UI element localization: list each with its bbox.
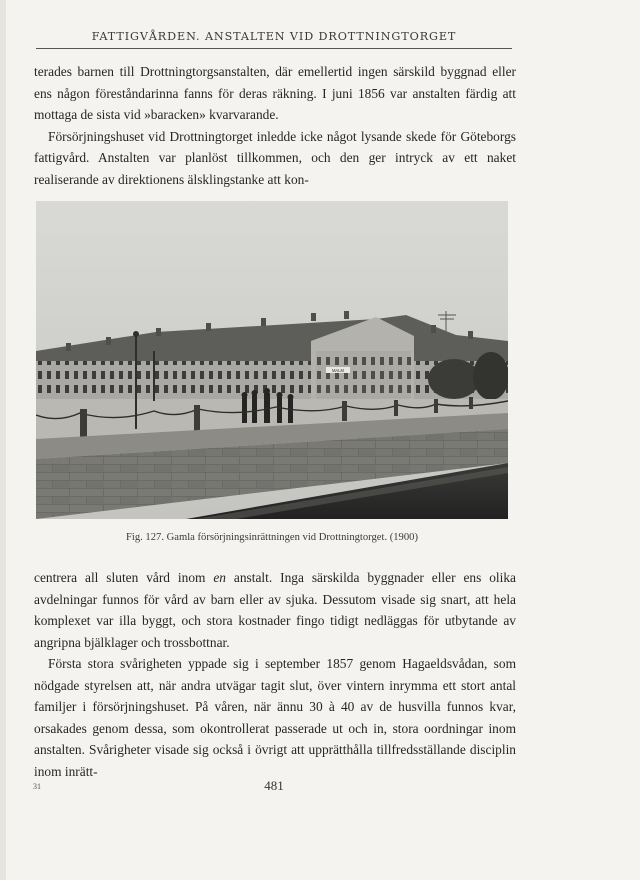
paragraph-1: terades barnen till Drottningtorgsanstalten, där emellertid ingen särskild byggnad eller ens någon föreståndarinna fanns för deras räkning. I juni 1856 var anstalten färdig att mottaga de sista vid »baracken» kvarvarande. <box>34 64 516 122</box>
paragraph-4: Första stora svårigheten yppade sig i september 1857 genom Hagaeldsvådan, som nödgade styrelsen att, när andra utvägar tagit slut, över vintern inrymma ett stort antal familjer i försörjningshuset. På våren, när ännu 30 à 40 av de husvilla funnos kvar, orsakades genom dessa, som okontrollerat passerade ut och in, stora oordningar inom anstalten. Svårigheter visade sig också i övrigt att upprätthålla tillfredsställande disciplin inom inrätt- <box>34 656 516 779</box>
header-rule <box>36 48 512 49</box>
sign-text: MALM <box>331 368 345 374</box>
body-text-bottom <box>34 567 516 782</box>
page-edge <box>0 0 6 880</box>
paragraph-3 <box>34 567 516 653</box>
page-number: 481 <box>264 778 284 793</box>
paragraph-3-start: centrera all sluten vård inom <box>34 570 214 585</box>
paragraph-2: Försörjningshuset vid Drottningtorget inledde icke något lysande skede för Göteborgs fattigvård. Anstalten var planlöst tillkommen, och den ger intryck av ett naket realiserande av direktionens älsklingstanke att kon- <box>34 128 516 187</box>
figure-caption: Fig. 127. Gamla försörjningsinrättningen vid Drottningtorget. (1900) <box>126 532 418 543</box>
body-text-top <box>34 61 516 190</box>
emphasis-en: en <box>213 570 226 585</box>
figure-photograph <box>36 201 508 519</box>
paragraph-3-rest: anstalt. Inga särskilda byggnader eller ens olika avdelningar funnos för vård av barn eller av sjuka. Dessutom visade sig snart, att hela komplexet var illa byggt, och stora kostnader fingo tidigt nedläggas för utbytande av angripna bjälklager och trossbottnar. <box>34 570 516 650</box>
building-photo <box>36 201 508 519</box>
trees <box>428 359 480 399</box>
signature-mark: 31 <box>33 782 41 791</box>
running-head: FATTIGVÅRDEN. ANSTALTEN VID DROTTNINGTORGET <box>91 30 457 43</box>
